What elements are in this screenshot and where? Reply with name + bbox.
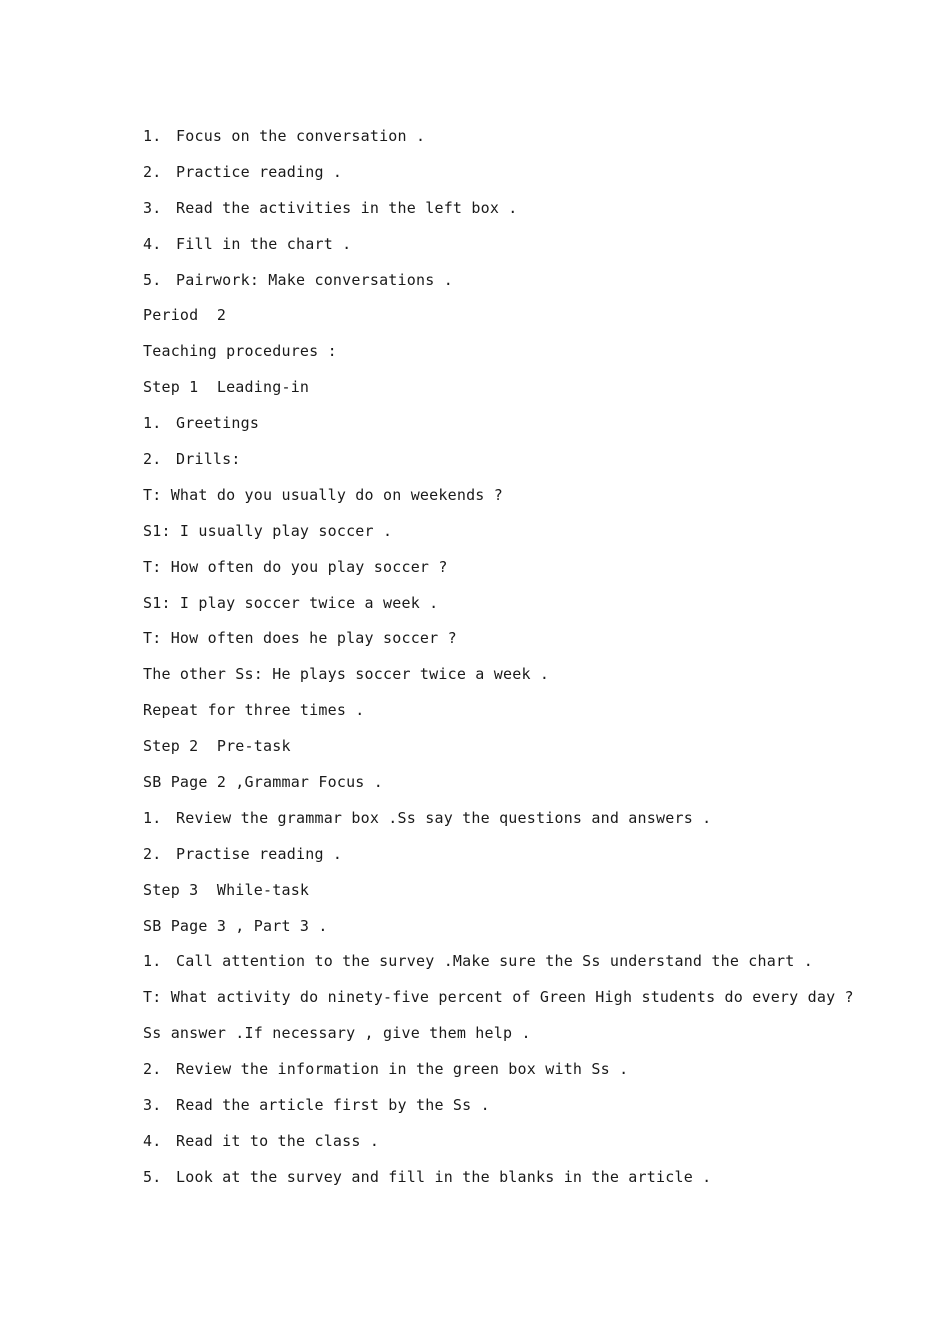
text-line (143, 334, 843, 370)
text-line (143, 298, 843, 334)
line-text: Greetings (176, 414, 260, 433)
line-text: Practice reading . (176, 162, 343, 181)
list-item-number: 5. (143, 270, 162, 289)
line-text: SB Page 2 ,Grammar Focus . (143, 773, 383, 792)
line-text: Read the article first by the Ss . (176, 1096, 490, 1115)
text-line (143, 873, 843, 909)
line-text: S1: I play soccer twice a week . (143, 593, 439, 612)
text-line (143, 980, 854, 1016)
numbered-list-item (143, 263, 843, 299)
numbered-list-item (143, 119, 843, 155)
line-text: Call attention to the survey .Make sure the Ss understand the chart . (176, 952, 813, 971)
line-text: Pairwork: Make conversations . (176, 270, 453, 289)
list-item-number: 1. (143, 952, 162, 971)
numbered-list-item (143, 1088, 843, 1124)
list-item-number: 1. (143, 414, 162, 433)
text-line (143, 909, 843, 945)
numbered-list-item (143, 944, 843, 980)
line-text: T: What do you usually do on weekends ? (143, 485, 503, 504)
line-text: Drills: (176, 450, 241, 469)
line-text: Period 2 (143, 306, 227, 325)
text-line (143, 621, 843, 657)
text-line (143, 514, 843, 550)
line-text: Read it to the class . (176, 1131, 380, 1150)
line-text: Step 2 Pre-task (143, 737, 291, 756)
line-text: T: How often do you play soccer ? (143, 557, 448, 576)
line-text: T: What activity do ninety-five percent of Green High students do every day ? (143, 988, 854, 1007)
list-item-number: 1. (143, 127, 162, 145)
text-line (143, 550, 843, 586)
list-item-number: 1. (143, 808, 162, 827)
text-line (143, 586, 843, 622)
list-item-number: 2. (143, 844, 162, 863)
text-line (143, 729, 843, 765)
line-text: SB Page 3 , Part 3 . (143, 916, 328, 935)
list-item-number: 2. (143, 162, 162, 181)
list-item-number: 5. (143, 1167, 162, 1186)
text-line (143, 370, 843, 406)
numbered-list-item (143, 801, 843, 837)
line-text: Practise reading . (176, 844, 343, 863)
list-item-number: 3. (143, 1096, 162, 1115)
line-text: Repeat for three times . (143, 701, 365, 720)
line-text: S1: I usually play soccer . (143, 521, 393, 540)
line-text: Fill in the chart . (176, 234, 352, 253)
document-body (143, 119, 854, 1196)
list-item-number: 4. (143, 1131, 162, 1150)
line-text: Review the grammar box .Ss say the questions and answers . (176, 808, 712, 827)
line-text: T: How often does he play soccer ? (143, 629, 457, 648)
text-line (143, 657, 843, 693)
numbered-list-item (143, 1052, 843, 1088)
line-text: Step 3 While-task (143, 880, 310, 899)
line-text: Look at the survey and fill in the blanks in the article . (176, 1167, 712, 1186)
numbered-list-item (143, 1160, 843, 1196)
numbered-list-item (143, 1124, 843, 1160)
numbered-list-item (143, 227, 843, 263)
text-line (143, 1016, 843, 1052)
line-text: Review the information in the green box with Ss . (176, 1060, 629, 1079)
line-text: Teaching procedures : (143, 342, 337, 361)
numbered-list-item (143, 155, 843, 191)
line-text: Focus on the conversation . (176, 127, 426, 145)
numbered-list-item (143, 406, 843, 442)
line-text: Ss answer .If necessary , give them help . (143, 1024, 531, 1043)
numbered-list-item (143, 442, 843, 478)
numbered-list-item (143, 837, 843, 873)
text-line (143, 478, 843, 514)
line-text: Step 1 Leading-in (143, 378, 310, 397)
line-text: Read the activities in the left box . (176, 198, 518, 217)
list-item-number: 2. (143, 450, 162, 469)
line-text: The other Ss: He plays soccer twice a week . (143, 665, 550, 684)
list-item-number: 3. (143, 198, 162, 217)
list-item-number: 2. (143, 1060, 162, 1079)
text-line (143, 693, 843, 729)
text-line (143, 765, 843, 801)
list-item-number: 4. (143, 234, 162, 253)
numbered-list-item (143, 191, 843, 227)
